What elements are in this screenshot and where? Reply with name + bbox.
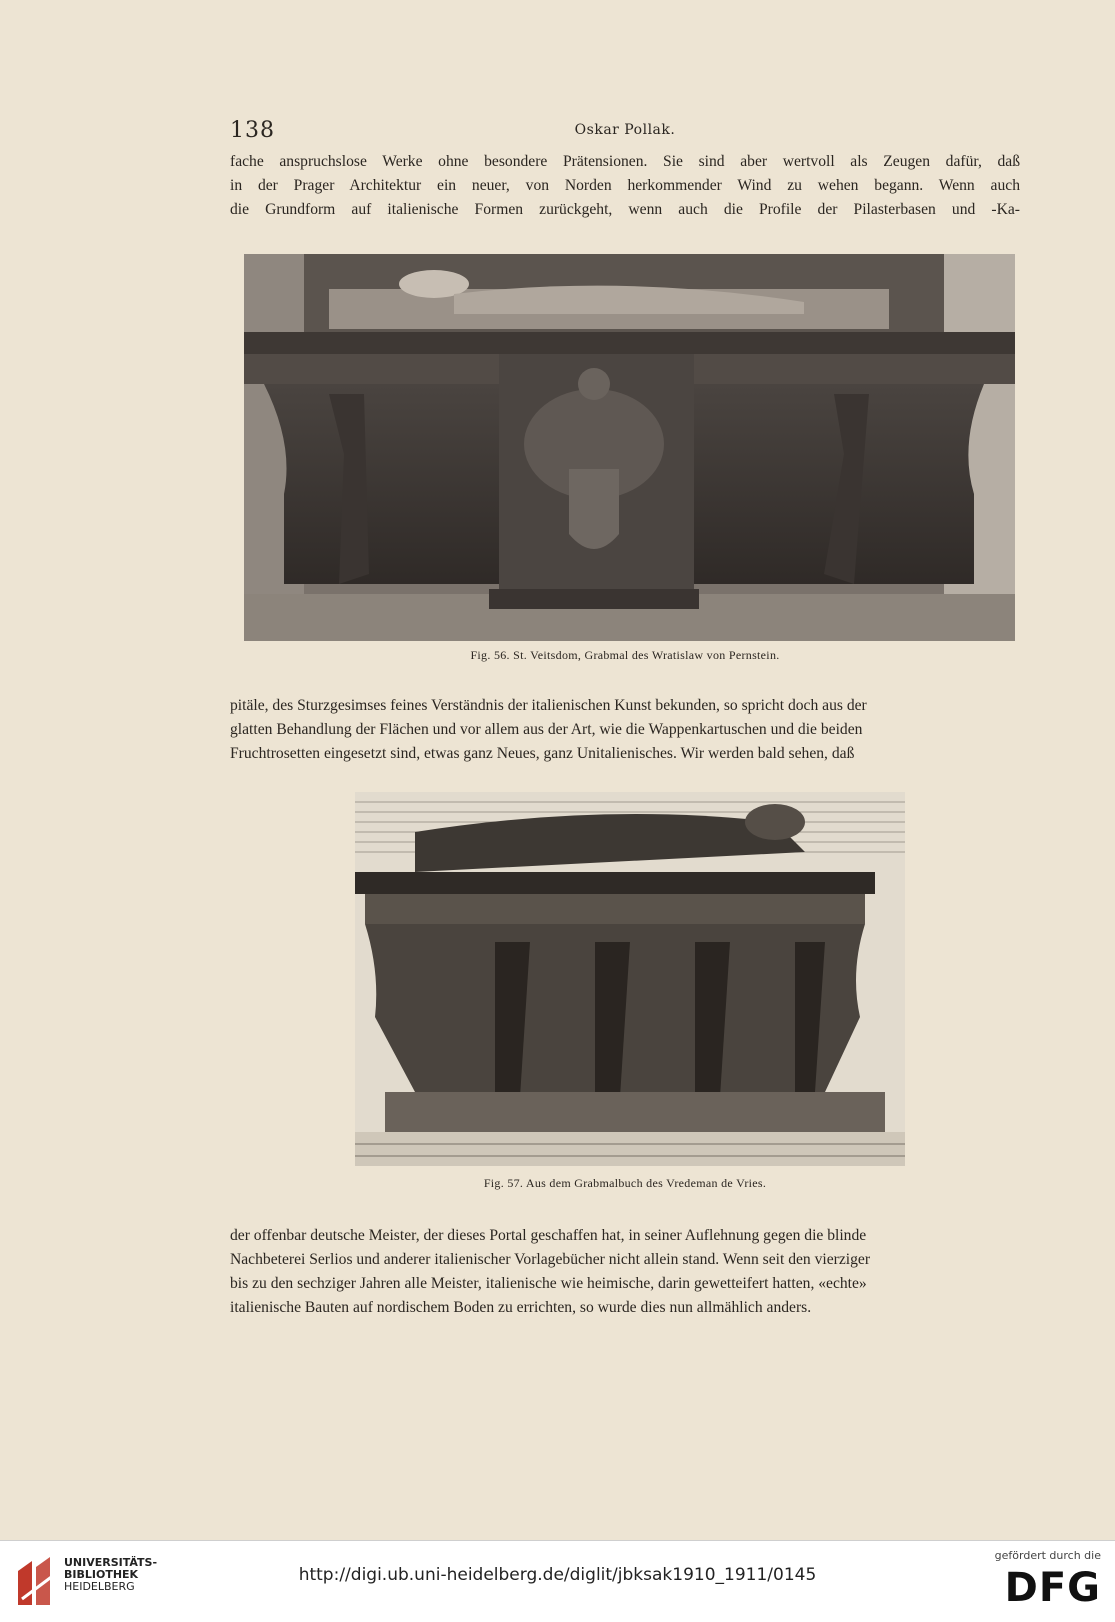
- page-header: [230, 118, 1020, 144]
- dfg-logo: DFG: [1004, 1565, 1101, 1611]
- paragraph-1: [230, 150, 1020, 222]
- paragraph-line: die Grundform auf italienische Formen zurückgeht, wenn auch die Profile der Pilasterbasen und -Ka-: [230, 201, 1020, 218]
- footer-bar: [0, 1540, 1115, 1622]
- funder-text: gefördert durch die: [994, 1549, 1101, 1562]
- running-head: Oskar Pollak.: [574, 122, 676, 138]
- paragraph-2: [230, 694, 1020, 766]
- paragraph-line: der offenbar deutsche Meister, der dieses Portal geschaffen hat, in seiner Auflehnung gegen die blinde: [230, 1227, 867, 1244]
- funder-block: [994, 1549, 1101, 1611]
- paragraph-line: glatten Behandlung der Flächen und vor allem aus der Art, wie die Wappenkartuschen und die beiden: [230, 721, 863, 738]
- figure-56-photo: [244, 254, 1015, 641]
- permalink-url[interactable]: http://digi.ub.uni-heidelberg.de/diglit/jbksak1910_1911/0145: [298, 1565, 817, 1585]
- library-name-line: BIBLIOTHEK: [64, 1568, 139, 1581]
- library-name-line: HEIDELBERG: [64, 1580, 135, 1593]
- paragraph-line: pitäle, des Sturzgesimses feines Verständnis der italienischen Kunst bekunden, so spricht doch aus der: [230, 697, 867, 714]
- paragraph-line: bis zu den sechziger Jahren alle Meister, italienische wie heimische, darin gewetteifert hatten, «echte»: [230, 1275, 867, 1292]
- paragraph-line: Fruchtrosetten eingesetzt sind, etwas ganz Neues, ganz Unitalienisches. Wir werden bald sehen, daß: [230, 745, 855, 762]
- paragraph-line: in der Prager Architektur ein neuer, von Norden herkommender Wind zu wehen begann. Wenn auch: [230, 177, 1020, 194]
- figure-57-caption: Fig. 57. Aus dem Grabmalbuch des Vredeman de Vries.: [483, 1176, 767, 1190]
- page-number: 138: [230, 118, 275, 143]
- figure-57-engraving: [355, 792, 905, 1166]
- library-name-line: UNIVERSITÄTS-: [64, 1556, 158, 1569]
- paragraph-line: italienische Bauten auf nordischem Boden zu errichten, so wurde dies nun allmählich anders.: [230, 1299, 812, 1316]
- paragraph-3: [230, 1224, 1020, 1320]
- figure-56-caption: Fig. 56. St. Veitsdom, Grabmal des Wratislaw von Pernstein.: [470, 648, 780, 662]
- paragraph-line: Nachbeterei Serlios und anderer italienischer Vorlagebücher nicht allein stand. Wenn seit den vierziger: [230, 1251, 871, 1268]
- paragraph-line: fache anspruchslose Werke ohne besondere Prätensionen. Sie sind aber wertvoll als Zeugen dafür, daß: [230, 153, 1020, 170]
